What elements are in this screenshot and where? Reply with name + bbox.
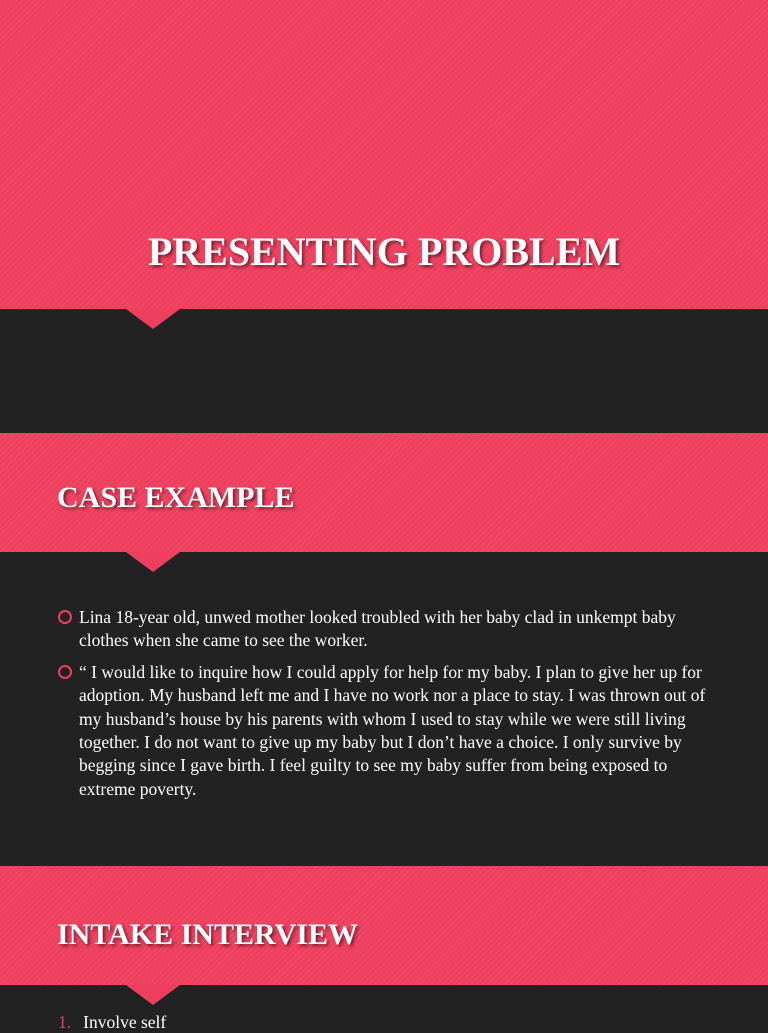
item-number: 1.: [58, 1012, 72, 1032]
band-notch: [126, 985, 180, 1005]
list-item: [58, 1012, 166, 1033]
intake-interview-heading: INTAKE INTERVIEW: [57, 918, 358, 951]
case-example-header-band: [0, 433, 768, 552]
intake-interview-header-band: [0, 866, 768, 985]
band-notch: [126, 309, 180, 329]
intake-interview-list: [58, 1012, 166, 1033]
slide-title-band: [0, 0, 768, 309]
bullet-text: Lina 18-year old, unwed mother looked troubled with her baby clad in unkempt baby clothes when she came to see the worker.: [79, 607, 676, 651]
case-example-heading: CASE EXAMPLE: [57, 481, 295, 514]
ring-bullet-icon: [58, 610, 72, 624]
slide-title: PRESENTING PROBLEM: [147, 229, 621, 274]
list-item: [58, 661, 718, 801]
ring-bullet-icon: [58, 665, 72, 679]
case-example-bullets: [58, 606, 718, 809]
band-notch: [126, 552, 180, 572]
list-item: [58, 606, 718, 653]
item-text: Involve self: [83, 1012, 167, 1032]
bullet-text: “ I would like to inquire how I could apply for help for my baby. I plan to give her up for adoption. My husband left me and I have no work nor a place to stay. I was thrown out of my husband’s house by his parents with whom I used to stay while we were still living together. I do not want to give up my baby but I don’t have a choice. I only survive by begging since I gave birth. I feel guilty to see my baby suffer from being exposed to extreme poverty.: [79, 661, 706, 799]
